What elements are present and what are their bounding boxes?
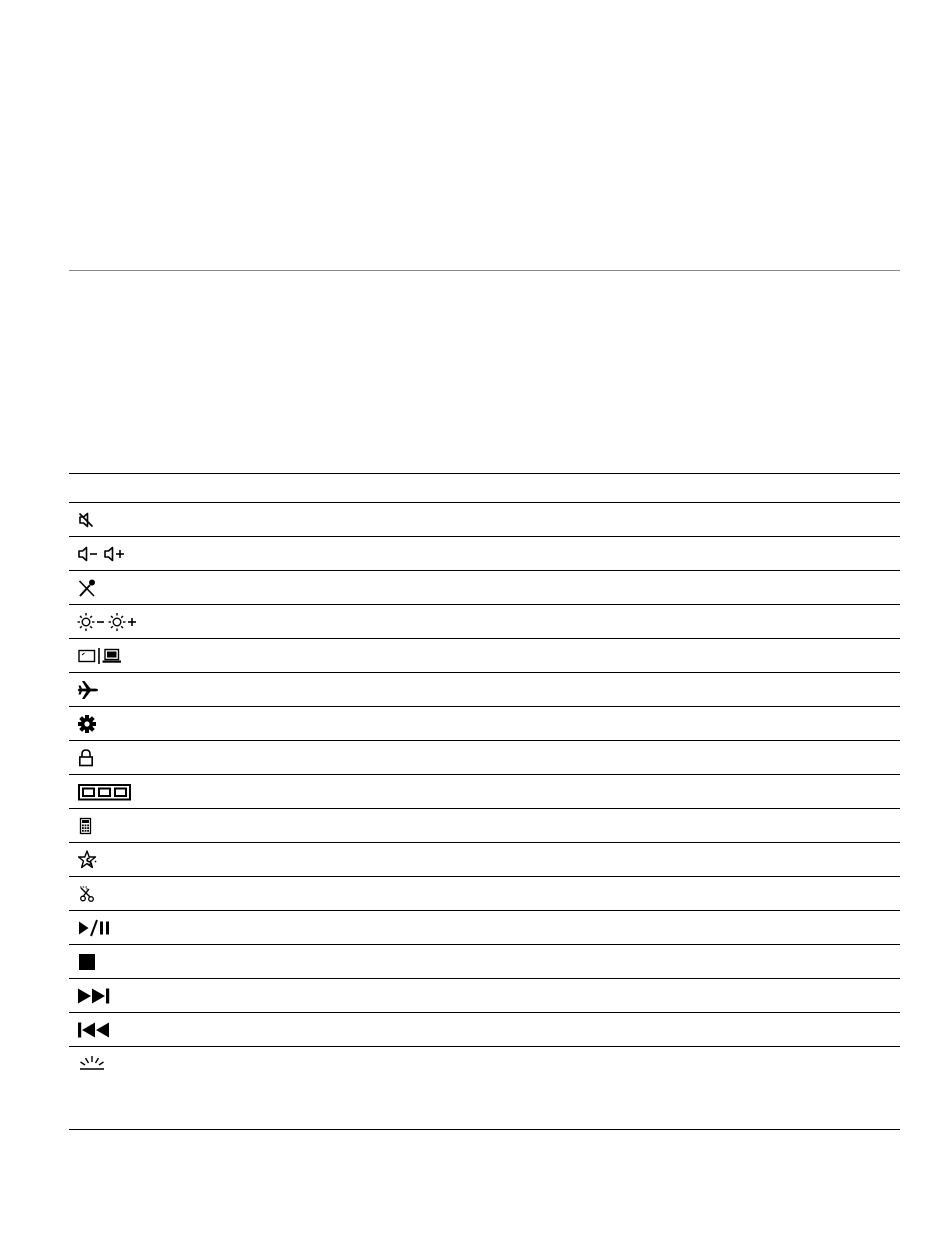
- table-row: [69, 775, 900, 809]
- lock-icon: [77, 746, 95, 770]
- calculator-icon: [77, 814, 95, 838]
- table-row: [69, 945, 900, 979]
- volume-down-up-icon: [77, 542, 135, 566]
- hotkey-table: [69, 473, 900, 1130]
- table-row: [69, 639, 900, 673]
- top-divider-line: [69, 270, 900, 271]
- speaker-mute-icon: [77, 508, 97, 532]
- table-row: [69, 571, 900, 605]
- table-row: [69, 809, 900, 843]
- brightness-down-up-icon: [77, 610, 141, 634]
- task-view-icon: [77, 780, 133, 804]
- next-track-icon: [77, 984, 113, 1008]
- table-row: [69, 741, 900, 775]
- table-row: [69, 605, 900, 639]
- settings-gear-icon: [77, 712, 97, 736]
- stop-icon: [77, 950, 97, 974]
- table-row: [69, 537, 900, 571]
- smart-key-star-icon: [77, 848, 99, 872]
- microphone-mute-icon: [77, 576, 99, 600]
- table-row: [69, 843, 900, 877]
- play-pause-icon: [77, 916, 113, 940]
- table-row: [69, 673, 900, 707]
- snipping-tool-icon: [77, 882, 97, 906]
- table-row: [69, 1013, 900, 1047]
- table-row: [69, 877, 900, 911]
- table-row: [69, 979, 900, 1013]
- display-switch-icon: [77, 644, 127, 668]
- previous-track-icon: [77, 1018, 113, 1042]
- keyboard-backlight-icon: [77, 1052, 107, 1076]
- table-header-row: [69, 474, 900, 503]
- airplane-mode-icon: [77, 678, 99, 702]
- table-row: [69, 707, 900, 741]
- table-row: [69, 1047, 900, 1130]
- table-row: [69, 911, 900, 945]
- table-row: [69, 503, 900, 537]
